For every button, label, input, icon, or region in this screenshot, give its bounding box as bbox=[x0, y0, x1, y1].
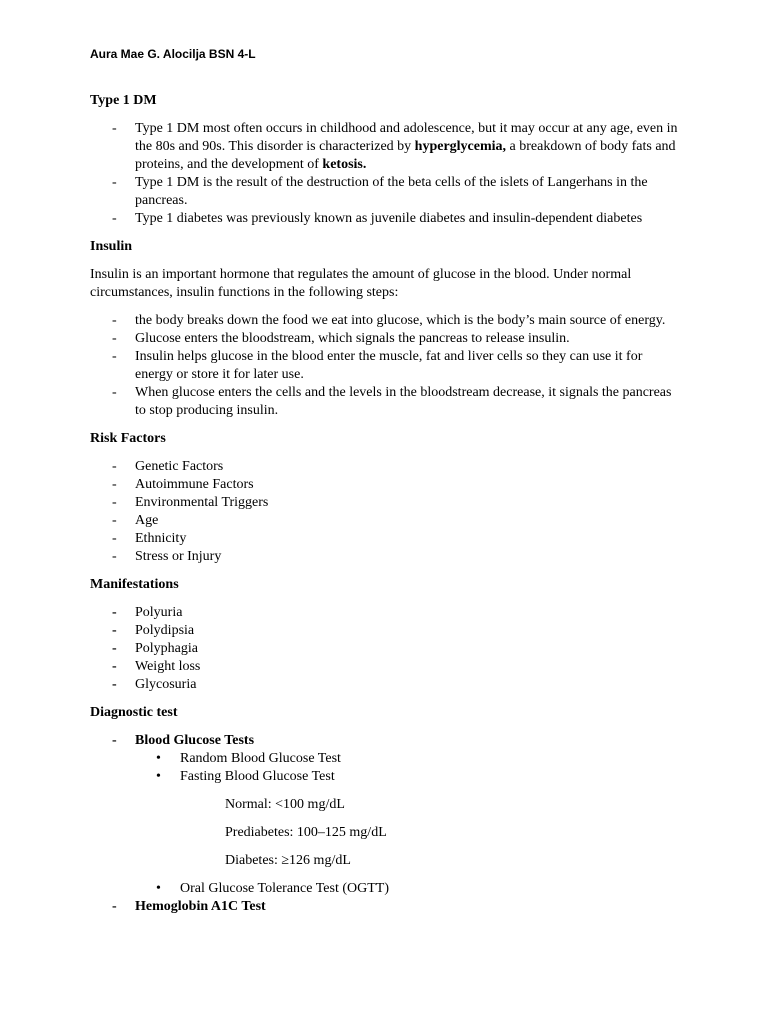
list-item: - Polydipsia bbox=[112, 623, 195, 638]
bullet-marker: • bbox=[156, 881, 161, 896]
fasting-ranges bbox=[90, 786, 680, 880]
dash-marker: - bbox=[112, 477, 117, 492]
heading-manifestations: Manifestations bbox=[90, 577, 179, 592]
list-item: - Weight loss bbox=[112, 659, 201, 674]
heading-risk-factors: Risk Factors bbox=[90, 431, 166, 446]
list-item: • Fasting Blood Glucose Test bbox=[156, 769, 335, 784]
list-item: - the body breaks down the food we eat into glucose, which is the body’s main source of energy. bbox=[112, 313, 666, 328]
dash-marker: - bbox=[112, 313, 117, 328]
dash-marker: - bbox=[112, 121, 117, 136]
list-item: - Glycosuria bbox=[112, 677, 197, 692]
dash-marker: - bbox=[112, 623, 117, 638]
list-item: - Ethnicity bbox=[112, 531, 187, 546]
range-normal: Normal: <100 mg/dL bbox=[225, 797, 345, 812]
list-item: - Stress or Injury bbox=[112, 549, 222, 564]
dash-marker: - bbox=[112, 899, 117, 914]
list-item: - Type 1 DM is the result of the destruction of the beta cells of the islets of Langerhans in the pancreas. bbox=[112, 175, 648, 208]
dash-marker: - bbox=[112, 605, 117, 620]
dash-marker: - bbox=[112, 531, 117, 546]
heading-insulin: Insulin bbox=[90, 239, 133, 254]
dash-marker: - bbox=[112, 331, 117, 346]
list-item: - Polyuria bbox=[112, 605, 183, 620]
ogtt-sublist bbox=[135, 880, 680, 898]
heading-diagnostic-test: Diagnostic test bbox=[90, 705, 178, 720]
risk-factors-list bbox=[90, 458, 680, 566]
list-item bbox=[90, 732, 680, 898]
dash-marker: - bbox=[112, 659, 117, 674]
dash-marker: - bbox=[112, 513, 117, 528]
hemoglobin-a1c-label: Hemoglobin A1C Test bbox=[135, 899, 266, 914]
dash-marker: - bbox=[112, 733, 117, 748]
dash-marker: - bbox=[112, 677, 117, 692]
range-prediabetes: Prediabetes: 100–125 mg/dL bbox=[225, 825, 387, 840]
list-item: • Oral Glucose Tolerance Test (OGTT) bbox=[156, 881, 390, 896]
list-item: - Autoimmune Factors bbox=[112, 477, 254, 492]
range-diabetes: Diabetes: ≥126 mg/dL bbox=[225, 853, 351, 868]
dash-marker: - bbox=[112, 385, 117, 400]
blood-glucose-tests-label: Blood Glucose Tests bbox=[135, 733, 255, 748]
heading-type1: Type 1 DM bbox=[90, 93, 157, 108]
dash-marker: - bbox=[112, 549, 117, 564]
list-item: • Random Blood Glucose Test bbox=[156, 751, 341, 766]
document-body bbox=[90, 92, 680, 916]
list-item: - Environmental Triggers bbox=[112, 495, 269, 510]
diagnostic-list bbox=[90, 732, 680, 916]
blood-glucose-sublist bbox=[135, 750, 680, 786]
bullet-marker: • bbox=[156, 751, 161, 766]
dash-marker: - bbox=[112, 459, 117, 474]
list-item: - When glucose enters the cells and the levels in the bloodstream decrease, it signals the pancreas to stop producing insulin. bbox=[112, 385, 672, 418]
insulin-paragraph: Insulin is an important hormone that regulates the amount of glucose in the blood. Under normal circumstances, insulin functions in the following steps: bbox=[90, 267, 632, 300]
dash-marker: - bbox=[112, 175, 117, 190]
dash-marker: - bbox=[112, 495, 117, 510]
insulin-steps-list bbox=[90, 312, 680, 420]
list-item: - Genetic Factors bbox=[112, 459, 224, 474]
list-item bbox=[90, 898, 680, 916]
author-line: Aura Mae G. Alocilja BSN 4-L bbox=[90, 47, 256, 61]
list-item: - Insulin helps glucose in the blood enter the muscle, fat and liver cells so they can use it for energy or store it for later use. bbox=[112, 349, 643, 382]
dash-marker: - bbox=[112, 211, 117, 226]
dash-marker: - bbox=[112, 349, 117, 364]
type1-list bbox=[90, 120, 680, 228]
bullet-marker: • bbox=[156, 769, 161, 784]
list-item: - Age bbox=[112, 513, 159, 528]
list-item: - Polyphagia bbox=[112, 641, 198, 656]
list-item: - Type 1 diabetes was previously known as juvenile diabetes and insulin-dependent diabetes bbox=[112, 211, 643, 226]
dash-marker: - bbox=[112, 641, 117, 656]
manifestations-list bbox=[90, 604, 680, 694]
list-item: - Glucose enters the bloodstream, which signals the pancreas to release insulin. bbox=[112, 331, 570, 346]
list-item: - Type 1 DM most often occurs in childhood and adolescence, but it may occur at any age, even in the 80s and 90s. This disorder is characterized by hyperglycemia, a breakdown of body fats and proteins, and the development of ketosis. bbox=[112, 121, 678, 172]
